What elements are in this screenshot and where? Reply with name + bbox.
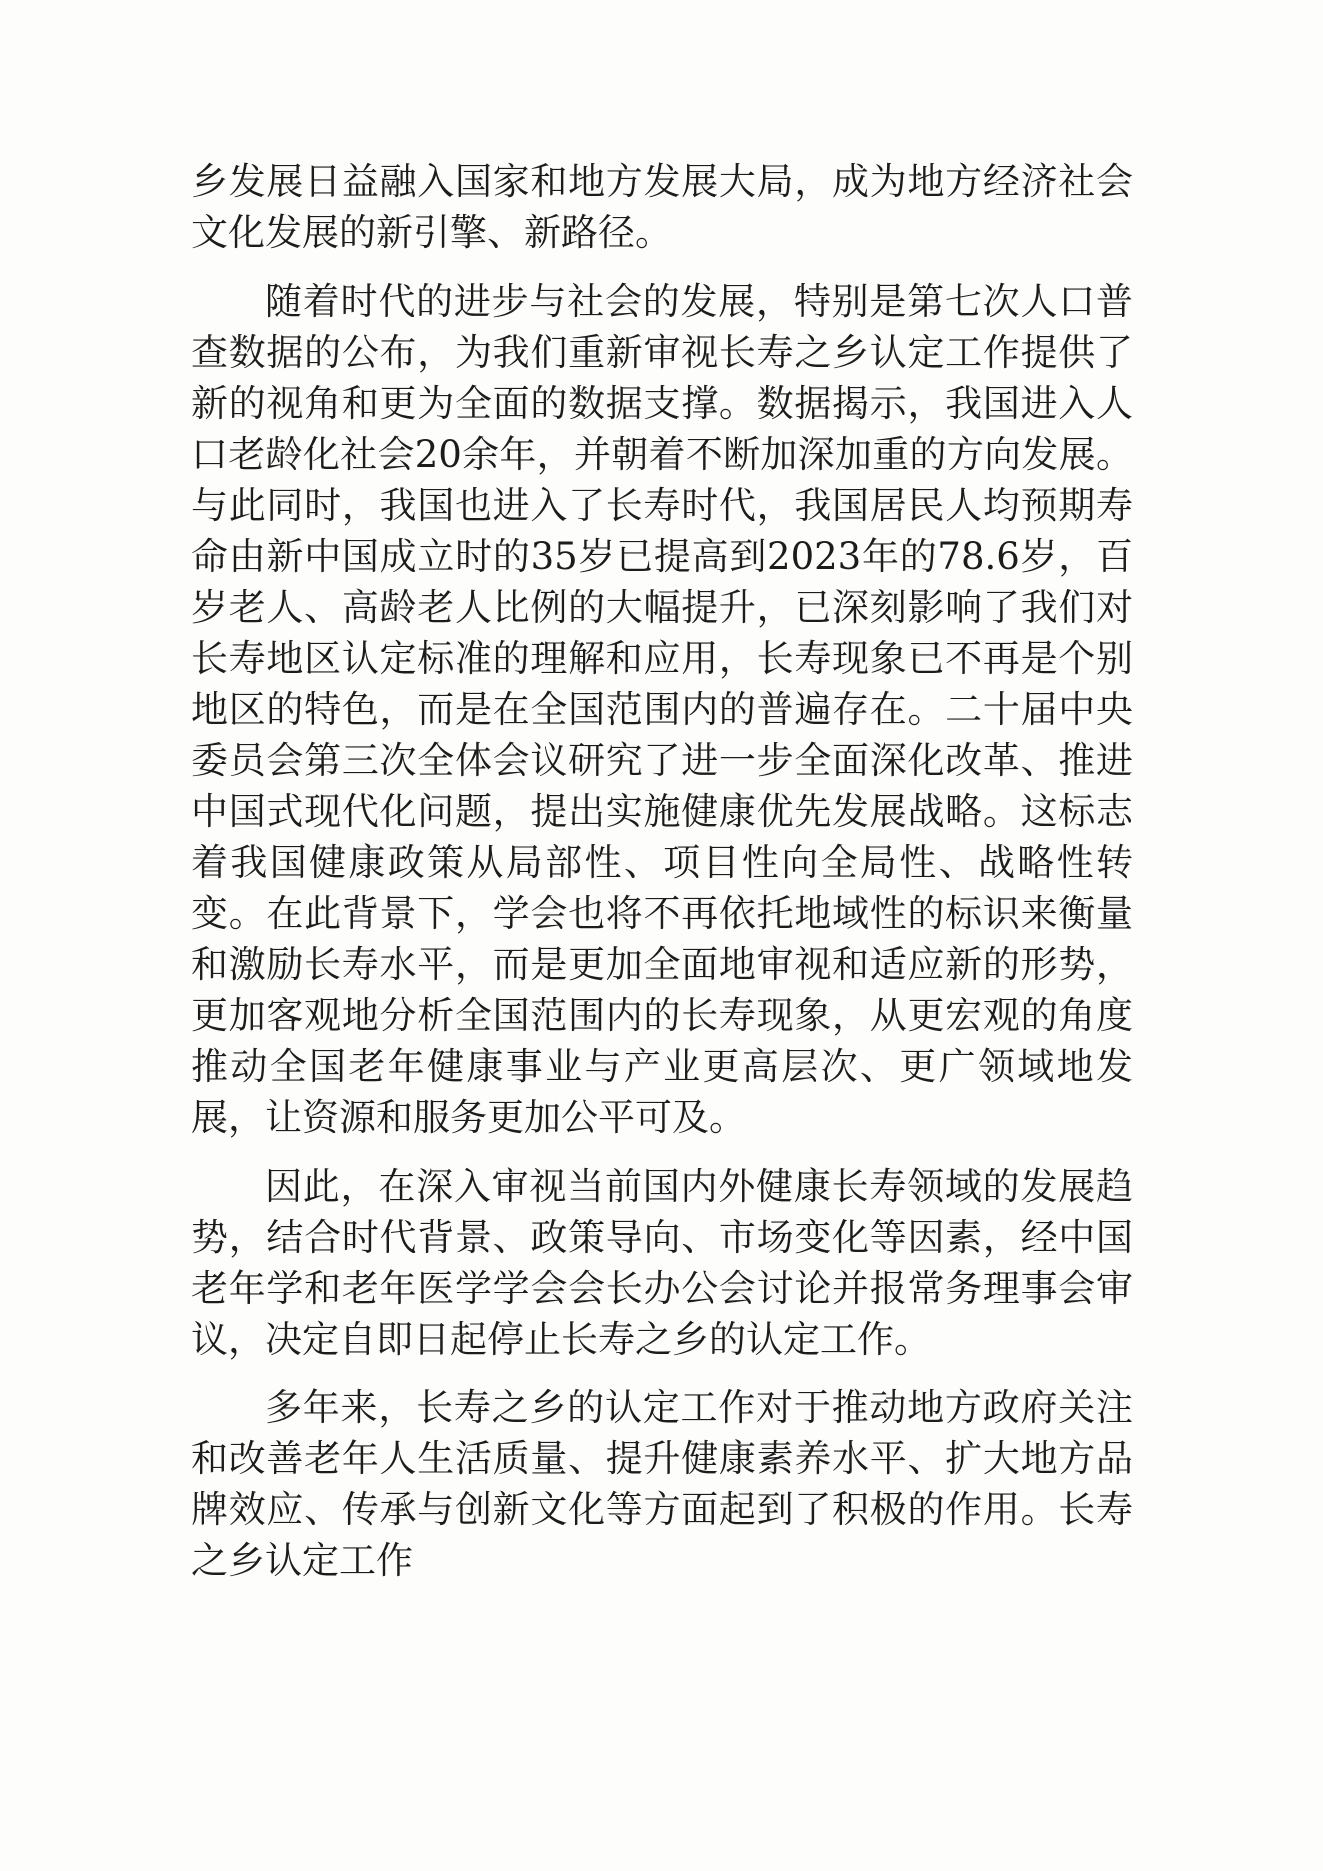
paragraph-achievements: 多年来，长寿之乡的认定工作对于推动地方政府关注和改善老年人生活质量、提升健康素养水平、扩大地方品牌效应、传承与创新文化等方面起到了积极的作用。长寿之乡认定工作: [191, 1386, 1133, 1583]
paragraph-decision: 因此，在深入审视当前国内外健康长寿领域的发展趋势，结合时代背景、政策导向、市场变化等因素，经中国老年学和老年医学学会会长办公会讨论并报常务理事会审议，决定自即日起停止长寿之乡的认定工作。: [191, 1164, 1133, 1361]
document-body: [191, 156, 1133, 1586]
paragraph-census-background: 随着时代的进步与社会的发展，特别是第七次人口普查数据的公布，为我们重新审视长寿之乡认定工作提供了新的视角和更为全面的数据支撑。数据揭示，我国进入人口老龄化社会20余年，并朝着不断加深加重的方向发展。与此同时，我国也进入了长寿时代，我国居民人均预期寿命由新中国成立时的35岁已提高到2023年的78.6岁，百岁老人、高龄老人比例的大幅提升，已深刻影响了我们对长寿地区认定标准的理解和应用，长寿现象已不再是个别地区的特色，而是在全国范围内的普遍存在。二十届中央委员会第三次全体会议研究了进一步全面深化改革、推进中国式现代化问题，提出实施健康优先发展战略。这标志着我国健康政策从局部性、项目性向全局性、战略性转变。在此背景下，学会也将不再依托地域性的标识来衡量和激励长寿水平，而是更加全面地审视和适应新的形势，更加客观地分析全国范围内的长寿现象，从更宏观的角度推动全国老年健康事业与产业更高层次、更广领域地发展，让资源和服务更加公平可及。: [191, 279, 1133, 1139]
paragraph-continuation: 乡发展日益融入国家和地方发展大局，成为地方经济社会文化发展的新引擎、新路径。: [191, 160, 1133, 254]
